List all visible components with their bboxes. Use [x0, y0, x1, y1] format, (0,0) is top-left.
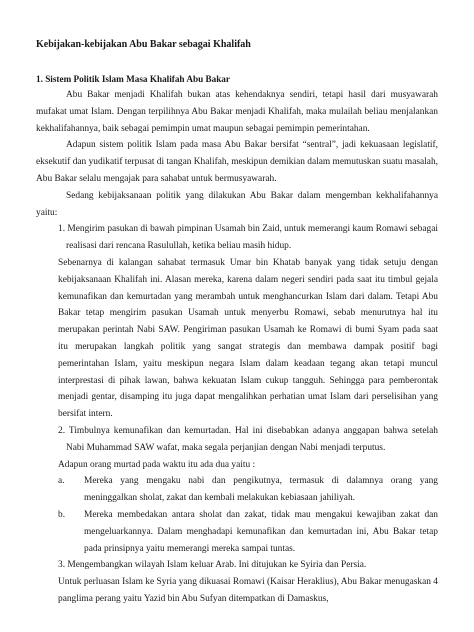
sub-list-item [36, 473, 438, 507]
paragraph: Sedang kebijaksanaan politik yang dilakukan Abu Bakar dalam mengemban kekhalifahannya yaitu: [36, 190, 438, 218]
list-item: 1. Mengirim pasukan di bawah pimpinan Usamah bin Zaid, untuk memerangi kaum Romawi sebagai realisasi dari rencana Rasulullah, ketika beliau masih hidup. [58, 224, 438, 252]
sub-list-marker: b. [58, 509, 66, 520]
paragraph: Adapun sistem politik Islam pada masa Abu Bakar bersifat “sentral”, jadi kekuasaan legislatif, eksekutif dan yudikatif terpusat di tangan Khalifah, meskipun demikian dalam memutuskan suatu masalah, Abu Bakar selalu mengajak para sahabat untuk bermusyawarah. [36, 140, 438, 184]
sub-list-text: Mereka yang mengaku nabi dan pengikutnya, termasuk di dalamnya orang yang meninggalkan sholat, zakat dan kembali melakukan kebiasaan jahiliyah. [84, 476, 438, 504]
list-item: 3. Mengembangkan wilayah Islam keluar Arab. Ini ditujukan ke Syiria dan Persia. [58, 560, 367, 571]
sub-list-item [36, 507, 438, 557]
section-heading: 1. Sistem Politik Islam Masa Khalifah Abu Bakar [36, 74, 230, 84]
sub-list-marker: a. [58, 476, 65, 487]
paragraph: Adapun orang murtad pada waktu itu ada dua yaitu : [58, 459, 256, 470]
document-title: Kebijakan-kebijakan Abu Bakar sebagai Khalifah [36, 39, 251, 50]
sub-list-text: Mereka membedakan antara sholat dan zakat, tidak mau mengakui kewajiban zakat dan mengeluarkannya. Dalam menghadapi kemunafikan dan kemurtadan ini, Abu Bakar tetap pada prinsipnya yaitu memerangi mereka sampai tuntas. [84, 509, 438, 554]
paragraph: Abu Bakar menjadi Khalifah bukan atas kehendaknya sendiri, tetapi hasil dari musyawarah mufakat umat Islam. Dengan terpilihnya Abu Bakar menjadi Khalifah, maka mulailah beliau menjalankan kekhalifahannya, baik sebagai pemimpin umat maupun sebagai pemimpin pemerintahan. [36, 90, 438, 134]
paragraph: Sebenarnya di kalangan sahabat termasuk Umar bin Khatab banyak yang tidak setuju dengan kebijaksanaan Khalifah ini. Alasan mereka, karena dalam negeri sendiri pada saat itu timbul gejala kemunafikan dan kemurtadan yang merambah untuk menghancurkan Islam dari dalam. Tetapi Abu Bakar tetap mengirim pasukan Usamah untuk menyerbu Romawi, sebab menurutnya hal itu merupakan perintah Nabi SAW. Pengiriman pasukan Usamah ke Romawi di bumi Syam pada saat itu merupakan langkah politik yang sangat strategis dan membawa dampak positif bagi pemerintahan Islam, yaitu meskipun negara Islam dalam keadaan tegang akan tetapi muncul interprestasi di pihak lawan, bahwa kekuatan Islam cukup tangguh. Sehingga para pemberontak menjadi gentar, disamping itu juga dapat mengalihkan perhatian umat Islam dari perselisihan yang bersifat intern. [58, 257, 438, 420]
paragraph: Untuk perluasan Islam ke Syria yang dikuasai Romawi (Kaisar Heraklius), Abu Bakar menugaskan 4 panglima perang yaitu Yazid bin Abu Sufyan ditempatkan di Damaskus, [58, 577, 438, 604]
list-item: 2. Timbulnya kemunafikan dan kemurtadan. Hal ini disebabkan adanya anggapan bahwa setelah Nabi Muhammad SAW wafat, maka segala perjanjian dengan Nabi menjadi terputus. [58, 425, 438, 453]
